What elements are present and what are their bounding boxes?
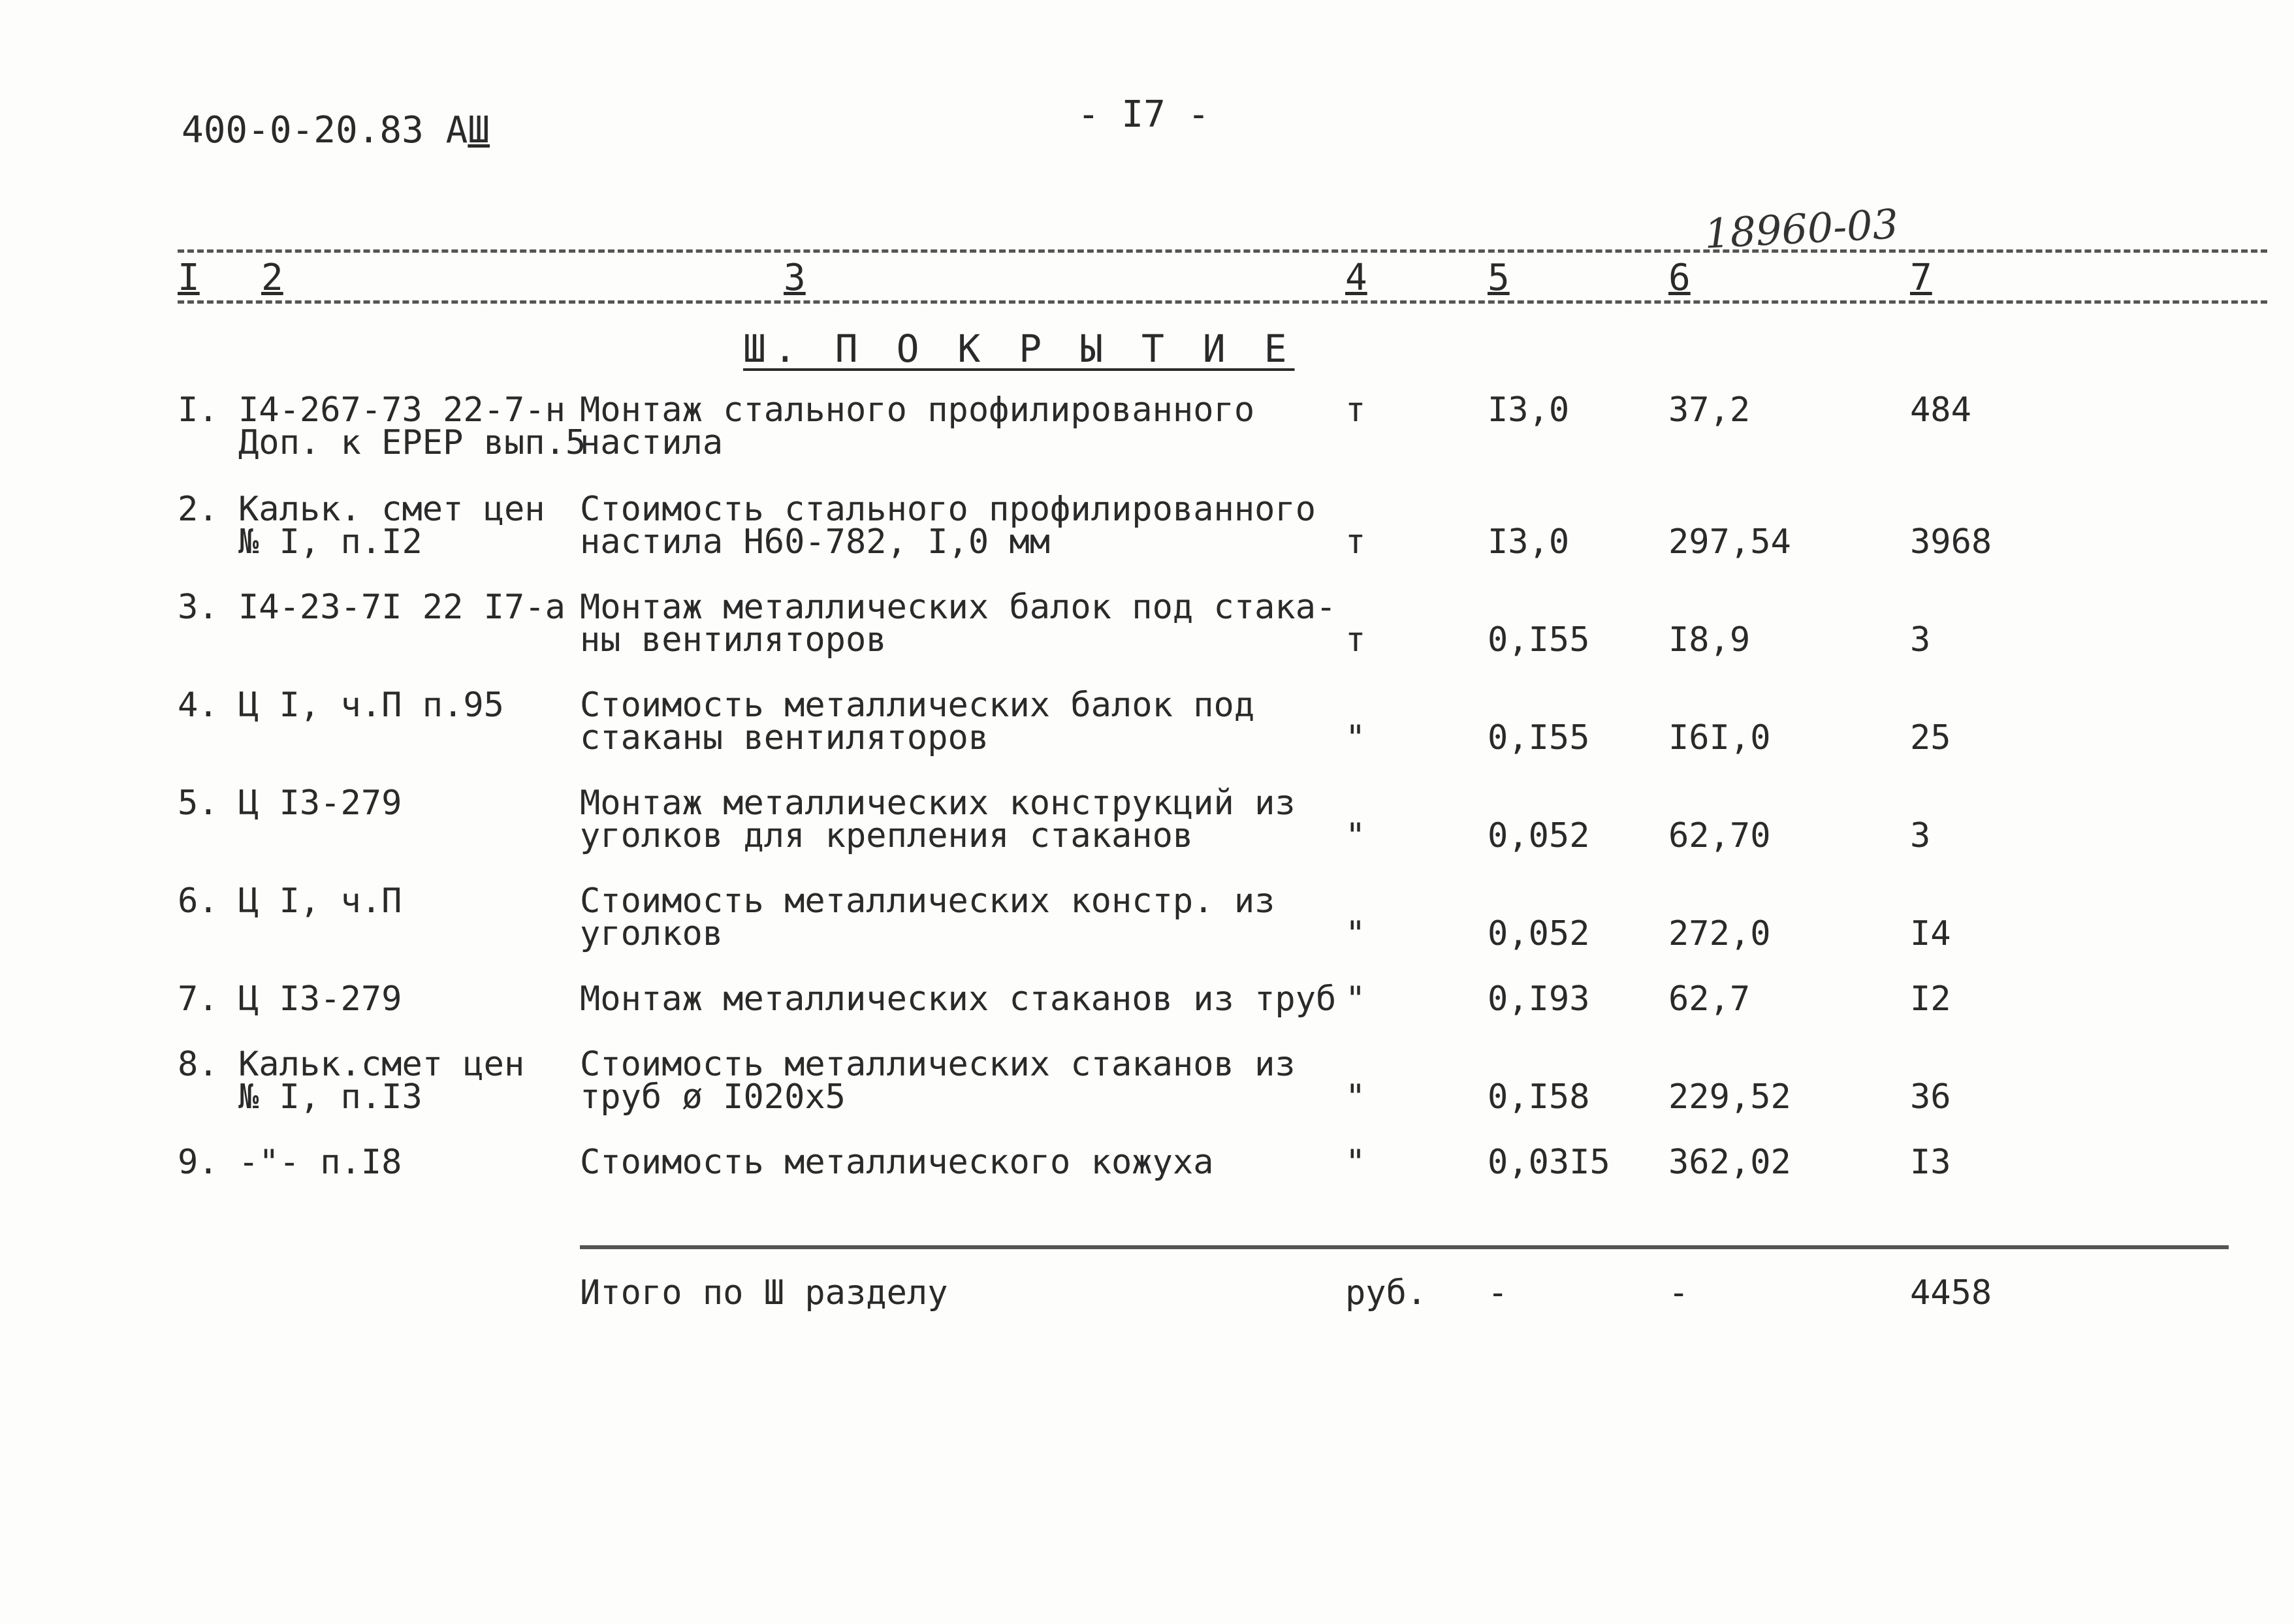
column-header-2: 2 bbox=[261, 257, 283, 299]
row-number: 8. bbox=[178, 1045, 219, 1084]
row-unit-price: 272,0 bbox=[1668, 914, 1771, 953]
row-description-line: Монтаж стального профилированного bbox=[580, 390, 1255, 430]
summary-total: 4458 bbox=[1910, 1273, 1992, 1313]
document-code-suffix: Ш bbox=[468, 109, 490, 151]
row-number: I. bbox=[178, 390, 219, 430]
row-description-line: уголков для крепления стаканов bbox=[580, 816, 1194, 855]
summary-quantity: - bbox=[1488, 1273, 1508, 1313]
row-reference-line: Ц I3-279 bbox=[238, 784, 402, 823]
row-description-line: Монтаж металлических стаканов из труб bbox=[580, 979, 1337, 1019]
row-total: I4 bbox=[1910, 914, 1951, 953]
row-total: 3 bbox=[1910, 620, 1931, 660]
row-unit: " bbox=[1345, 914, 1366, 953]
row-quantity: 0,I55 bbox=[1488, 718, 1590, 757]
row-total: I2 bbox=[1910, 979, 1951, 1019]
row-unit: " bbox=[1345, 816, 1366, 855]
row-reference-line: Ц I, ч.П bbox=[238, 882, 402, 921]
row-total: 25 bbox=[1910, 718, 1951, 757]
row-total: 36 bbox=[1910, 1077, 1951, 1117]
row-reference-line: № I, п.I2 bbox=[238, 522, 422, 562]
row-number: 2. bbox=[178, 490, 219, 529]
summary-unit-price: - bbox=[1668, 1273, 1689, 1313]
row-unit: т bbox=[1345, 390, 1366, 430]
row-description-line: ны вентиляторов bbox=[580, 620, 887, 660]
row-quantity: 0,03I5 bbox=[1488, 1143, 1610, 1182]
row-quantity: 0,I55 bbox=[1488, 620, 1590, 660]
row-description-line: Стоимость металлических констр. из bbox=[580, 882, 1275, 921]
row-reference-line: Кальк. смет цен bbox=[238, 490, 545, 529]
row-number: 6. bbox=[178, 882, 219, 921]
row-description-line: стаканы вентиляторов bbox=[580, 718, 989, 757]
row-quantity: 0,I93 bbox=[1488, 979, 1590, 1019]
row-description-line: Стоимость металлических балок под bbox=[580, 686, 1255, 725]
row-description-line: Монтаж металлических балок под стака- bbox=[580, 588, 1337, 627]
handwritten-note: 18960-03 bbox=[1703, 200, 1900, 258]
row-quantity: 0,052 bbox=[1488, 816, 1590, 855]
row-quantity: I3,0 bbox=[1488, 522, 1570, 562]
row-description-line: уголков bbox=[580, 914, 724, 953]
document-code bbox=[182, 109, 490, 151]
row-unit-price: I6I,0 bbox=[1668, 718, 1771, 757]
row-unit: т bbox=[1345, 522, 1366, 562]
summary-label: Итого по Ш разделу bbox=[580, 1273, 948, 1313]
row-description-line: Монтаж металлических конструкций из bbox=[580, 784, 1296, 823]
row-description-line: Стоимость металлических стаканов из bbox=[580, 1045, 1296, 1084]
row-unit-price: I8,9 bbox=[1668, 620, 1751, 660]
header-top-dashed-line bbox=[178, 249, 2267, 253]
row-number: 9. bbox=[178, 1143, 219, 1182]
row-total: I3 bbox=[1910, 1143, 1951, 1182]
summary-unit: руб. bbox=[1345, 1273, 1427, 1313]
row-quantity: 0,052 bbox=[1488, 914, 1590, 953]
row-number: 7. bbox=[178, 979, 219, 1019]
row-number: 4. bbox=[178, 686, 219, 725]
row-description-line: настила bbox=[580, 423, 724, 462]
document-code-main: 400-0-20.83 А bbox=[182, 109, 468, 151]
row-description-line: настила Н60-782, I,0 мм bbox=[580, 522, 1051, 562]
row-unit-price: 229,52 bbox=[1668, 1077, 1791, 1117]
row-number: 3. bbox=[178, 588, 219, 627]
row-unit-price: 297,54 bbox=[1668, 522, 1791, 562]
column-header-6: 6 bbox=[1668, 257, 1691, 299]
row-description-line: Стоимость стального профилированного bbox=[580, 490, 1316, 529]
row-reference-line: -"- п.I8 bbox=[238, 1143, 402, 1182]
column-header-7: 7 bbox=[1910, 257, 1932, 299]
row-unit: т bbox=[1345, 620, 1366, 660]
row-reference-line: Ц I3-279 bbox=[238, 979, 402, 1019]
row-total: 3 bbox=[1910, 816, 1931, 855]
row-reference-line: I4-267-73 22-7-н bbox=[238, 390, 566, 430]
row-unit: " bbox=[1345, 718, 1366, 757]
row-reference-line: I4-23-7I 22 I7-а bbox=[238, 588, 566, 627]
row-description-line: Стоимость металлического кожуха bbox=[580, 1143, 1214, 1182]
page-number: - I7 - bbox=[1077, 93, 1210, 136]
row-unit: " bbox=[1345, 979, 1366, 1019]
row-reference-line: Кальк.смет цен bbox=[238, 1045, 525, 1084]
row-quantity: I3,0 bbox=[1488, 390, 1570, 430]
row-unit-price: 62,70 bbox=[1668, 816, 1771, 855]
section-title: Ш. П О К Р Ы Т И Е bbox=[743, 326, 1295, 371]
column-header-5: 5 bbox=[1488, 257, 1510, 299]
row-unit: " bbox=[1345, 1077, 1366, 1117]
row-description-line: труб ø I020х5 bbox=[580, 1077, 846, 1117]
column-header-1: I bbox=[178, 257, 200, 299]
row-total: 484 bbox=[1910, 390, 1971, 430]
column-header-3: 3 bbox=[784, 257, 806, 299]
row-unit-price: 37,2 bbox=[1668, 390, 1751, 430]
header-bottom-dashed-line bbox=[178, 300, 2267, 304]
row-quantity: 0,I58 bbox=[1488, 1077, 1590, 1117]
summary-rule bbox=[580, 1245, 2229, 1249]
row-reference-line: Доп. к ЕРЕР вып.5 bbox=[238, 423, 586, 462]
column-header-4: 4 bbox=[1345, 257, 1367, 299]
row-number: 5. bbox=[178, 784, 219, 823]
row-total: 3968 bbox=[1910, 522, 1992, 562]
row-unit: " bbox=[1345, 1143, 1366, 1182]
row-unit-price: 362,02 bbox=[1668, 1143, 1791, 1182]
row-unit-price: 62,7 bbox=[1668, 979, 1751, 1019]
row-reference-line: Ц I, ч.П п.95 bbox=[238, 686, 504, 725]
row-reference-line: № I, п.I3 bbox=[238, 1077, 422, 1117]
